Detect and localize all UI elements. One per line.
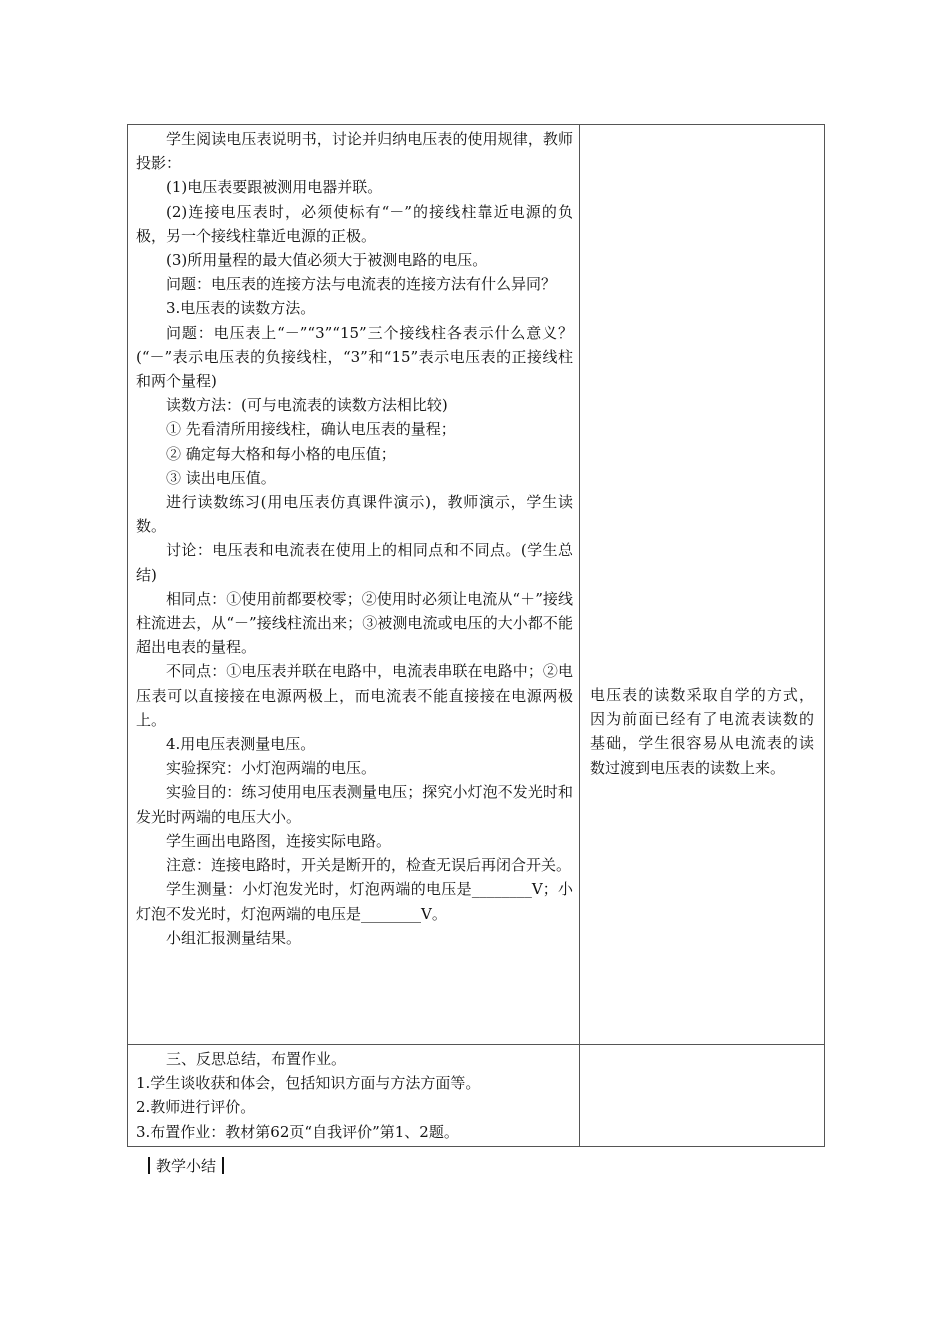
right-bar-mark (222, 1157, 224, 1174)
paragraph: 学生画出电路图，连接实际电路。 (166, 831, 392, 850)
paragraph: 1.学生谈收获和体会，包括知识方面与方法方面等。 (136, 1074, 481, 1093)
paragraph: ② 确定每大格和每小格的电压值； (166, 444, 396, 463)
paragraph: (3)所用量程的最大值必须大于被测电路的电压。 (166, 251, 488, 270)
paragraph: 进行读数练习(用电压表仿真课件演示)，教师演示，学生读数。 (136, 493, 573, 536)
paragraph: ① 先看清所用接线柱，确认电压表的量程； (166, 420, 456, 439)
paragraph: ③ 读出电压值。 (166, 468, 276, 487)
paragraph: 实验探究：小灯泡两端的电压。 (166, 759, 377, 778)
section-heading (148, 1154, 224, 1176)
paragraph: 读数方法：(可与电流表的读数方法相比较) (166, 396, 448, 415)
paragraph: 注意：连接电路时，开关是断开的，检查无误后再闭合开关。 (166, 856, 572, 875)
paragraph: 2.教师进行评价。 (136, 1098, 256, 1117)
process-cell (128, 125, 580, 1045)
empty-note-cell (580, 1045, 825, 1147)
lesson-table (127, 124, 825, 1147)
design-note-cell (580, 125, 825, 1045)
paragraph: 3.电压表的读数方法。 (166, 299, 316, 318)
paragraph: 学生阅读电压表说明书，讨论并归纳电压表的使用规律，教师投影： (136, 130, 573, 173)
design-note-text: 电压表的读数采取自学的方式，因为前面已经有了电流表读数的基础，学生很容易从电流表的读数过渡到电压表的读数上来。 (590, 686, 814, 777)
paragraph: 三、反思总结，布置作业。 (166, 1050, 347, 1068)
summary-cell (128, 1045, 580, 1147)
paragraph: 3.布置作业：教材第62页“自我评价”第1、2题。 (136, 1122, 459, 1141)
paragraph: 小组汇报测量结果。 (166, 928, 302, 947)
table-row (128, 125, 825, 1045)
paragraph: 讨论：电压表和电流表在使用上的相同点和不同点。(学生总结) (136, 541, 573, 584)
paragraph: 相同点：①使用前都要校零；②使用时必须让电流从“＋”接线柱流进去，从“－”接线柱流出来；③被测电流或电压的大小都不能超出电表的量程。 (136, 589, 573, 657)
section-label: 教学小结 (156, 1156, 217, 1175)
paragraph: (2)连接电压表时，必须使标有“－”的接线柱靠近电源的负极，另一个接线柱靠近电源的正极。 (136, 202, 573, 245)
table-row (128, 1045, 825, 1147)
paragraph: (1)电压表要跟被测用电器并联。 (166, 178, 383, 197)
paragraph: 问题：电压表上“－”“3”“15”三个接线柱各表示什么意义？(“－”表示电压表的负接线柱，“3”和“15”表示电压表的正接线柱和两个量程) (136, 323, 573, 391)
paragraph: 问题：电压表的连接方法与电流表的连接方法有什么异同？ (166, 275, 557, 294)
paragraph: 学生测量：小灯泡发光时，灯泡两端的电压是________V；小灯泡不发光时，灯泡两端的电压是________V。 (136, 880, 573, 923)
paragraph: 不同点：①电压表并联在电路中，电流表串联在电路中；②电压表可以直接接在电源两极上，而电流表不能直接接在电源两极上。 (136, 662, 573, 729)
paragraph: 4.用电压表测量电压。 (166, 735, 316, 754)
paragraph: 实验目的：练习使用电压表测量电压；探究小灯泡不发光时和发光时两端的电压大小。 (136, 783, 573, 826)
